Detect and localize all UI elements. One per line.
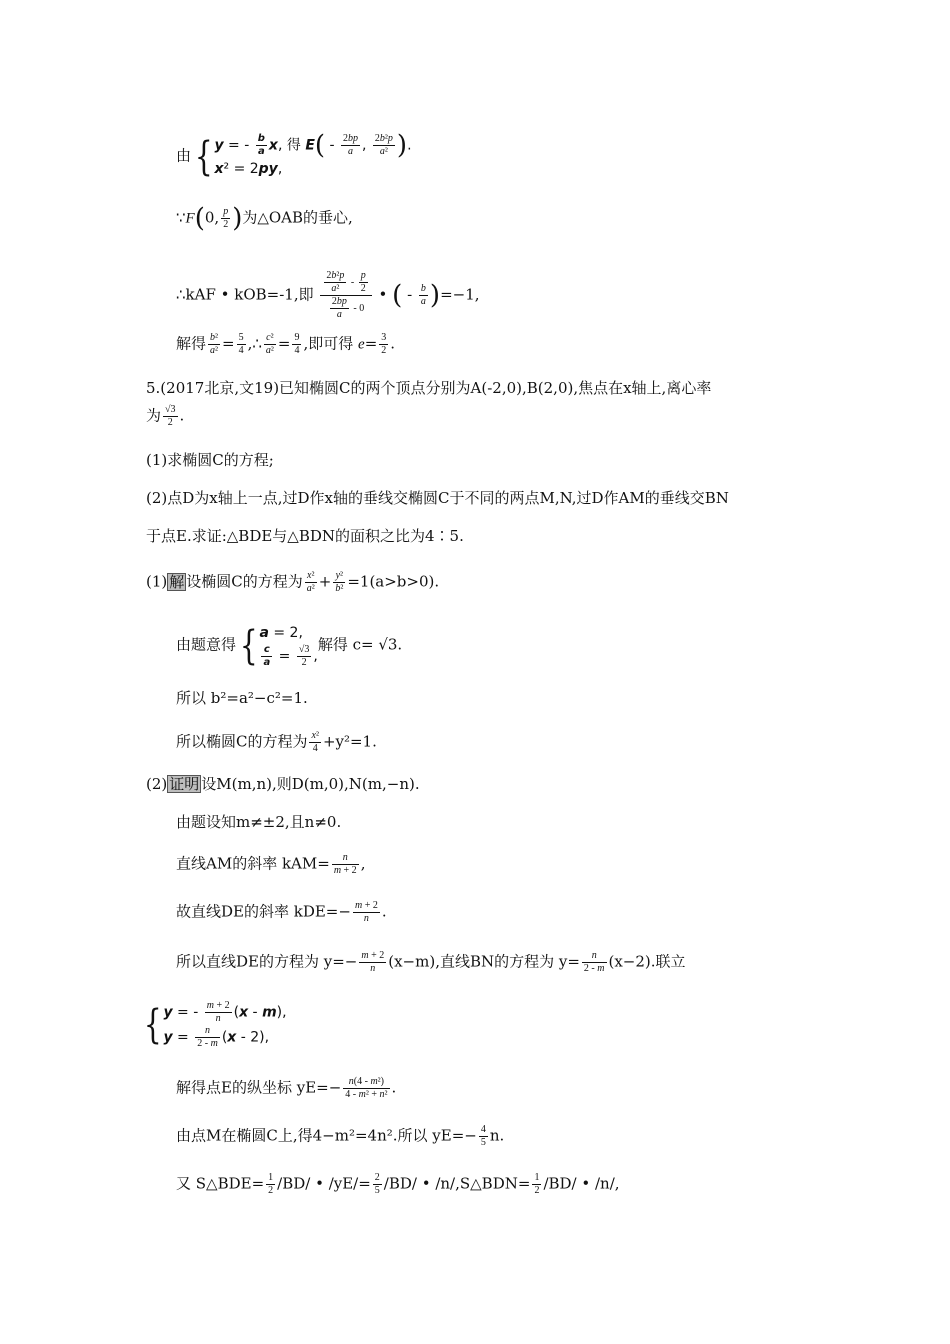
eq-system-line-1 <box>176 130 412 180</box>
solution-1-b: 所以 b²=a²−c²=1. <box>176 689 308 707</box>
solve-e-line: 解得 $\frac{\text{b²}}{\text{a²}}$ = $\frac{5}{4}$ ,∴ $\frac{\text{c²}}{\text{a²}}$ = $\frac{9}{4}$ ,即可得 e= $\frac{3}{2}$ . <box>176 332 396 356</box>
proof-tag: 证明 <box>169 775 200 793</box>
orthocenter-line: ∵F(0, $\frac{p}{2}$ )为△OAB的垂心, <box>176 203 353 234</box>
solution-1-system: 由题意得{ a = 2, $\frac{c}{a}$ = $\frac{√3}{2}$ , 解得 c= √3. <box>176 622 403 669</box>
question-5-part-2b: 于点E.求证:△BDE与△BDN的面积之比为4∶5. <box>146 527 464 545</box>
solution-1-line: (1) 解 设椭圆C的方程为 $\frac{\text{x²}}{\text{a²}}$ + $\frac{\text{y²}}{\text{b²}}$ =1(a>b>0). <box>146 570 440 594</box>
question-5-line-2: 为 $\frac{√3}{2}$ . <box>146 404 185 428</box>
solution-2-line: (2) 证明 设M(m,n),则D(m,0),N(m,−n). <box>146 775 420 793</box>
solution-2-b: 由题设知m≠±2,且n≠0. <box>176 813 342 831</box>
text-you: 由 <box>176 146 192 165</box>
left-brace-icon: { <box>194 133 213 180</box>
question-5-part-2a: (2)点D为x轴上一点,过D作x轴的垂线交椭圆C于不同的两点M,N,过D作AM的垂线交BN <box>146 489 729 507</box>
slope-product-line: ∴kAF • kOB=-1,即 $\frac{\text{2b²p}}{\text{a²}}$ - $\frac{p}{2}$ $\frac{2bp}{a}$ - 0 • ( - $\frac{b}{a}$ )=−1, <box>176 270 480 320</box>
lines-equation-row: 所以直线DE的方程为 y=− $\frac{m + 2}{n}$ (x−m),直线BN的方程为 y= $\frac{n}{2 - m}$ (x−2).联立 <box>176 950 686 974</box>
area-line: 又 S△BDE= $\frac{1}{2}$ /BD/ • /yE/= $\frac{2}{5}$ /BD/ • /n/,S△BDN= $\frac{1}{2}$ /BD/ • /n/, <box>176 1172 620 1196</box>
question-5-line-1: 5.(2017北京,文19)已知椭圆C的两个顶点分别为A(-2,0),B(2,0),焦点在x轴上,离心率 <box>146 379 712 397</box>
equation-system: y = - $\frac{b}{a}$ x, 得 E( - $\frac{2bp}{a}$ , $\frac{\text{2b²p}}{\text{a²}}$ ). x² = 2py, <box>214 130 412 177</box>
ellipse-condition-line: 由点M在椭圆C上,得4−m²=4n².所以 yE=− $\frac{4}{5}$ n. <box>176 1124 505 1148</box>
joint-system: { y = - $\frac{m + 2}{n}$ (x - m), y = $\frac{n}{2 - m}$ (x - 2), <box>143 1000 287 1049</box>
slope-am-line: 直线AM的斜率 kAM= $\frac{n}{m + 2}$ , <box>176 852 366 876</box>
complex-fraction: $\frac{\text{2b²p}}{\text{a²}}$ - $\frac{p}{2}$ $\frac{2bp}{a}$ - 0 <box>320 270 371 321</box>
solution-tag: 解 <box>169 572 185 591</box>
question-5-part-1: (1)求椭圆C的方程; <box>146 451 274 469</box>
slope-de-line: 故直线DE的斜率 kDE=− $\frac{m + 2}{n}$ . <box>176 900 387 924</box>
ye-line: 解得点E的纵坐标 yE=− $\frac{\text{n(4 - m²)}}{\text{4 - m² + n²}}$ . <box>176 1076 397 1100</box>
solution-1-result: 所以椭圆C的方程为 $\frac{\text{x²}}{4}$ +y²=1. <box>176 730 377 754</box>
